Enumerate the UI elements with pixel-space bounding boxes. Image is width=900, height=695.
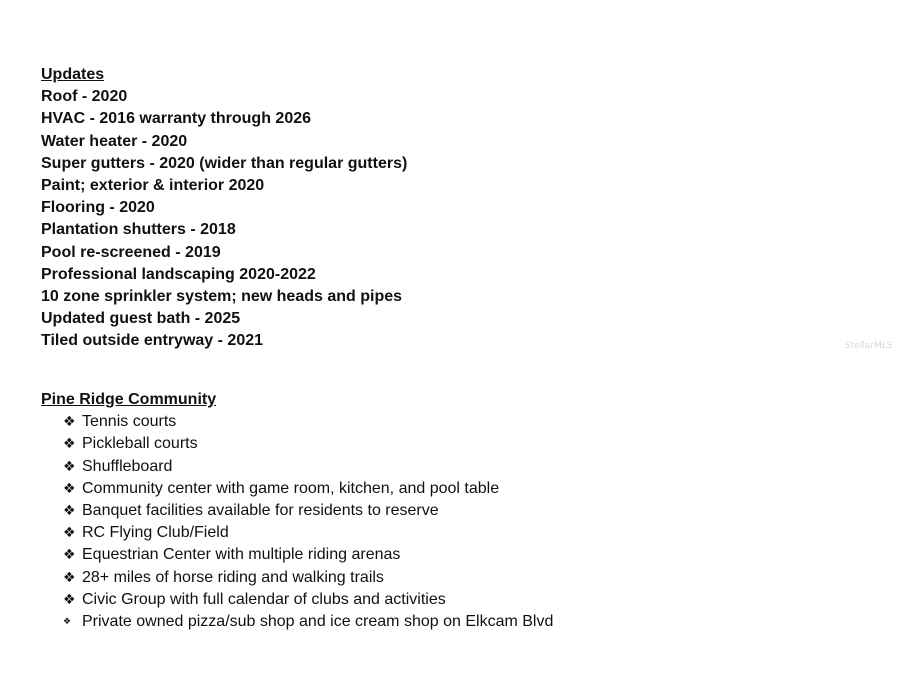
diamond-bullet-icon: ❖	[63, 525, 76, 542]
diamond-bullet-icon: ❖	[63, 436, 76, 453]
list-item	[63, 522, 801, 544]
list-item	[63, 411, 801, 433]
list-item	[63, 478, 801, 500]
diamond-bullet-icon: ❖	[63, 414, 76, 431]
diamond-bullet-icon: ❖	[63, 502, 76, 519]
update-item-gutters: Super gutters - 2020 (wider than regular gutters)	[41, 154, 408, 172]
list-item	[63, 500, 801, 522]
update-item-shutters: Plantation shutters - 2018	[41, 221, 236, 239]
list-item	[63, 589, 801, 611]
update-item-sprinkler: 10 zone sprinkler system; new heads and pipes	[41, 287, 403, 305]
update-item-entryway: Tiled outside entryway - 2021	[41, 332, 264, 350]
amenity-label: Pickleball courts	[82, 435, 198, 453]
amenity-label: Shuffleboard	[82, 457, 173, 475]
amenity-label: RC Flying Club/Field	[82, 524, 229, 542]
amenity-label: Civic Group with full calendar of clubs and activities	[82, 590, 446, 608]
community-heading: Pine Ridge Community	[41, 391, 217, 408]
update-item-water-heater: Water heater - 2020	[41, 132, 188, 150]
update-item-pool: Pool re-screened - 2019	[41, 243, 221, 261]
update-item-landscaping: Professional landscaping 2020-2022	[41, 265, 316, 283]
amenity-label: 28+ miles of horse riding and walking trails	[82, 568, 384, 586]
diamond-bullet-icon: ❖	[63, 569, 76, 586]
community-section	[41, 389, 801, 633]
list-item	[63, 567, 801, 589]
list-item	[63, 433, 801, 455]
diamond-bullet-icon: ❖	[63, 458, 76, 475]
amenity-label: Tennis courts	[82, 413, 177, 431]
updates-section	[41, 64, 801, 352]
diamond-bullet-icon: ❖	[63, 616, 72, 627]
amenity-label: Community center with game room, kitchen, and pool table	[82, 479, 500, 497]
update-item-hvac: HVAC - 2016 warranty through 2026	[41, 110, 312, 128]
list-item	[63, 611, 801, 633]
diamond-bullet-icon: ❖	[63, 591, 76, 608]
amenity-label: Equestrian Center with multiple riding arenas	[82, 546, 401, 564]
list-item	[63, 456, 801, 478]
community-amenities-list	[41, 411, 801, 633]
amenity-label: Banquet facilities available for residents to reserve	[82, 501, 439, 519]
amenity-label: Private owned pizza/sub shop and ice cream shop on Elkcam Blvd	[82, 612, 554, 630]
diamond-bullet-icon: ❖	[63, 547, 76, 564]
update-item-flooring: Flooring - 2020	[41, 199, 155, 217]
updates-heading: Updates	[41, 66, 105, 83]
list-item	[63, 544, 801, 566]
diamond-bullet-icon: ❖	[63, 480, 76, 497]
watermark: StellarMLS	[845, 341, 893, 351]
update-item-paint: Paint; exterior & interior 2020	[41, 176, 265, 194]
update-item-roof: Roof - 2020	[41, 88, 128, 106]
update-item-guest-bath: Updated guest bath - 2025	[41, 310, 241, 328]
